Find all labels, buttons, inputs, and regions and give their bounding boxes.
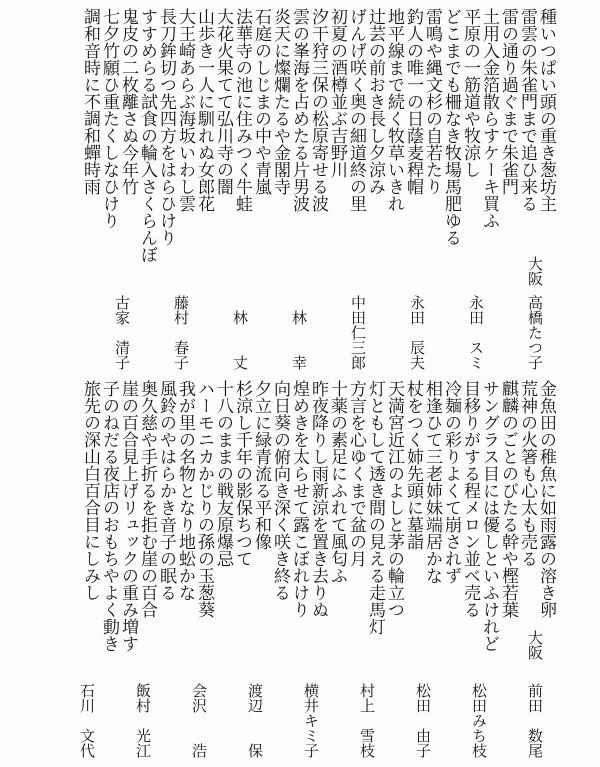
haiku-line: げんげ咲く奥の細道終の里 xyxy=(346,8,366,212)
haiku-line: 初夏の酒樽並ぶ吉野川 xyxy=(327,8,347,178)
haiku-line: 種いつぱい頭の重き葱坊主 xyxy=(536,8,556,212)
haiku-line: 地平線まで続く牧草いきれ xyxy=(384,8,404,212)
haiku-line: 相逢ひて三老姉妹端居かな xyxy=(422,380,442,584)
haiku-line: 雷鳴や縄文杉の自若たり xyxy=(422,8,442,195)
haiku-line: 杉涼し千年の影保ちつて xyxy=(232,380,252,567)
author-name: 石川 文代 xyxy=(78,683,96,758)
author-name: 高橋たつ子 xyxy=(526,295,544,370)
haiku-line: 煌めきを太らせて露こぼれけり xyxy=(289,380,309,618)
haiku-line: 目移りがする程メロン並べ売る xyxy=(460,380,480,618)
haiku-line: 十八のままの戦友原爆忌 xyxy=(213,380,233,567)
author-name: 前田 数尾 xyxy=(526,683,544,758)
haiku-line: ハーモニカかじりの孫の玉葱葵 xyxy=(194,380,214,618)
haiku-line: 夕立に緑青流る平和像 xyxy=(251,380,271,550)
haiku-line: 十薬の素足にふれて風匂ふ xyxy=(327,380,347,584)
author-place: 大阪 xyxy=(526,256,544,286)
author-name: 飯村 光江 xyxy=(134,683,152,758)
haiku-line: 方言を心ゆくまで盆の月 xyxy=(346,380,366,567)
author-credit xyxy=(303,630,318,758)
haiku-line: 崖の百合見上げリュックの重み増す xyxy=(118,380,138,652)
haiku-line: 土用入金箔散らすケーキ買ふ xyxy=(479,8,499,229)
author-place: 大阪 xyxy=(526,630,544,660)
author-name: 松田 由子 xyxy=(414,683,432,758)
author-credit xyxy=(527,256,542,370)
haiku-line: すすめらる試食の輪入さくらんぼ xyxy=(137,8,157,263)
author-credit xyxy=(468,256,483,370)
haiku-line: 杖をつく姉先頭に墓詣 xyxy=(403,380,423,550)
haiku-line: 冷麺の彩りよくて崩されず xyxy=(441,380,461,584)
author-name: 村上 雪枝 xyxy=(358,683,376,758)
author-name: 林 丈 xyxy=(231,310,249,370)
haiku-line: 荒神の火箸も心太も売る xyxy=(517,380,537,567)
haiku-line: サングラス目には優しといふけれど xyxy=(479,380,499,652)
haiku-line: 子のねだる夜店のおもちやよく動き xyxy=(99,380,119,652)
author-credit xyxy=(135,630,150,758)
haiku-line: 調和音時に不調和蟬時雨 xyxy=(80,8,100,195)
haiku-line: 我が里の名物となり地蚣かな xyxy=(175,380,195,601)
author-credit xyxy=(79,630,94,758)
haiku-line: 昨夜降りし雨新涼を置き去りぬ xyxy=(308,380,328,618)
haiku-line: 雷雲の朱雀門まで追ひ来る xyxy=(517,8,537,212)
author-name: 中田仁三郎 xyxy=(349,295,367,370)
haiku-line: 炎天に燦爛たるや金閣寺 xyxy=(270,8,290,195)
haiku-line: 汐干狩三保の松原寄せる波 xyxy=(308,8,328,212)
author-name: 会沢 浩 xyxy=(190,683,208,758)
haiku-line: 大王崎あらぶ海坂いわし雲 xyxy=(175,8,195,212)
author-credit xyxy=(247,630,262,758)
haiku-line: 釣人の唯一の日蔭麦稈帽 xyxy=(403,8,423,195)
author-credit xyxy=(291,256,306,370)
author-credit xyxy=(527,630,542,758)
author-credit xyxy=(415,630,430,758)
haiku-line: 風鈴のやはらかき音子の眠る xyxy=(156,380,176,601)
haiku-line: どこまでも柵なき牧場馬肥ゆる xyxy=(441,8,461,246)
author-credit xyxy=(114,256,129,370)
haiku-line: 法華寺の池に住みつく牛蛙 xyxy=(232,8,252,212)
author-name: 松田みち枝 xyxy=(470,683,488,758)
author-credit xyxy=(471,630,486,758)
author-name: 永田 辰夫 xyxy=(408,295,426,370)
haiku-line: 長刀鉾切つ先四方をはらひけり xyxy=(156,8,176,246)
haiku-line: 辻芸の前おき長し夕涼み xyxy=(365,8,385,195)
author-credit xyxy=(173,256,188,370)
haiku-line: 鬼皮の二枚離さぬ今年竹 xyxy=(118,8,138,195)
author-credit xyxy=(409,256,424,370)
author-name: 渡辺 保 xyxy=(246,683,264,758)
haiku-line: 雲の峯海を占めたる片男波 xyxy=(289,8,309,212)
haiku-line: 天満宮近江のよしと茅の輪立つ xyxy=(384,380,404,618)
haiku-line: 山歩き一人に馴れぬ女郎花 xyxy=(194,8,214,212)
haiku-line: 石庭のしじまの中や青嵐 xyxy=(251,8,271,195)
haiku-line: 旅先の深山白百合目にしみし xyxy=(80,380,100,601)
haiku-line: 麒麟のごとのびたる幹や樫若葉 xyxy=(498,380,518,618)
haiku-line: 向日葵の俯向き深く咲き終る xyxy=(270,380,290,601)
haiku-line: 大花火果てて弘川寺の闇 xyxy=(213,8,233,195)
author-name: 古家 清子 xyxy=(113,295,131,370)
haiku-line: 灯ともして透き間の見える走馬灯 xyxy=(365,380,385,635)
author-credit xyxy=(350,256,365,370)
haiku-line: 七夕竹願ひ重たくしなひけり xyxy=(99,8,119,229)
author-credit xyxy=(232,256,247,370)
haiku-line: 雷の通り過ぐまで朱雀門 xyxy=(498,8,518,195)
haiku-line: 奥久慈や手折るを拒む崖の百合 xyxy=(137,380,157,618)
author-name: 林 幸 xyxy=(290,310,308,370)
author-name: 藤村 春子 xyxy=(172,295,190,370)
author-credit xyxy=(191,630,206,758)
haiku-line: 金魚田の稚魚に如雨露の溶き卵 xyxy=(536,380,556,618)
author-name: 横井キミ子 xyxy=(302,683,320,758)
author-name: 永田 スミ xyxy=(467,295,485,370)
haiku-line: 平原の一筋道や牧涼し xyxy=(460,8,480,178)
author-credit xyxy=(359,630,374,758)
